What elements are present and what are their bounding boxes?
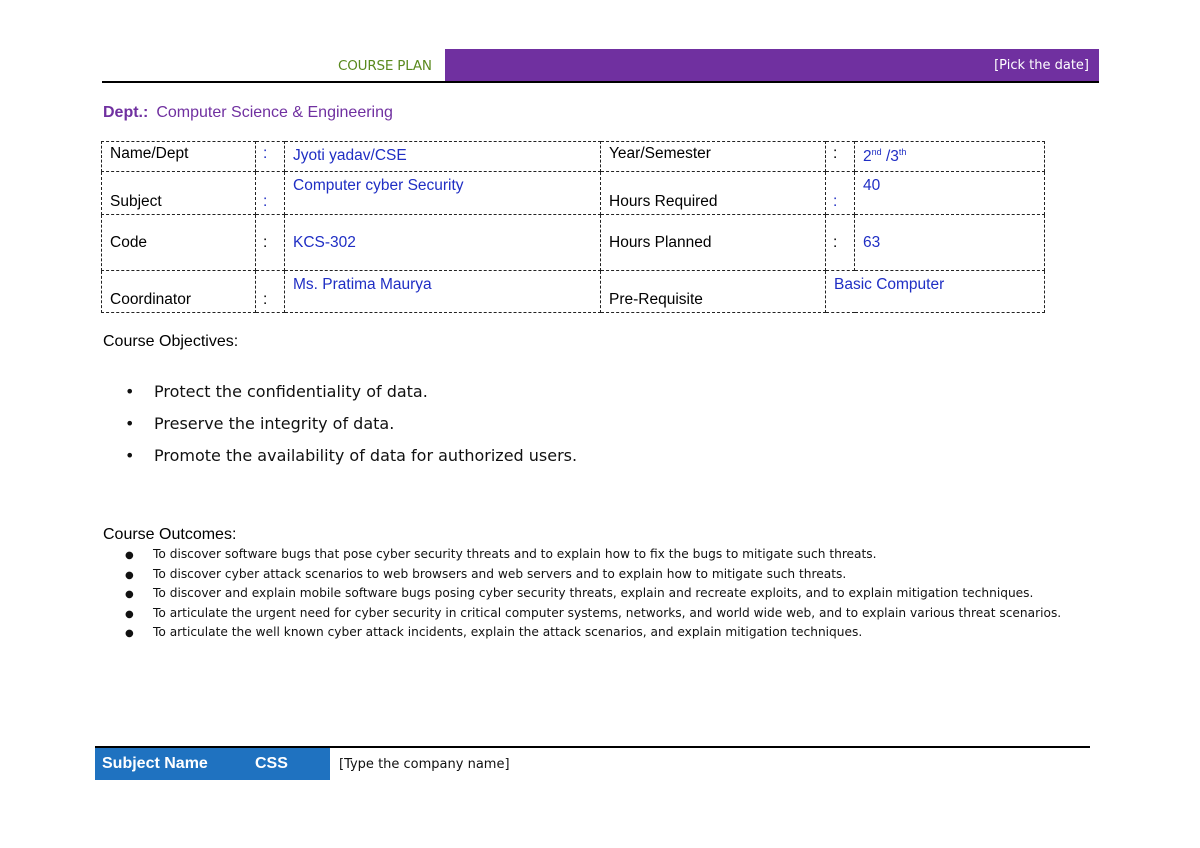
name-value: Jyoti yadav/CSE	[285, 142, 601, 172]
bullet-icon: •	[125, 414, 135, 433]
bullet-icon: ●	[125, 550, 134, 561]
code-value: KCS-302	[285, 215, 601, 271]
course-info-table	[101, 141, 1045, 313]
list-item: • Protect the confidentiality of data.	[125, 380, 577, 412]
outcomes-heading: Course Outcomes:	[103, 526, 237, 543]
document-title: COURSE PLAN	[338, 58, 432, 74]
subject-label: Subject	[102, 172, 256, 215]
dept-value: Computer Science & Engineering	[156, 104, 393, 121]
prereq-label: Pre-Requisite	[601, 271, 826, 313]
colon: :	[256, 215, 285, 271]
dept-label: Dept.:	[103, 104, 149, 121]
hours-required-label: Hours Required	[601, 172, 826, 215]
colon: :	[826, 215, 855, 271]
date-placeholder[interactable]: [Pick the date]	[994, 58, 1089, 73]
dept-line	[103, 104, 393, 122]
bullet-icon: •	[125, 382, 135, 401]
footer-subject-box	[95, 748, 330, 780]
list-item: ● To articulate the urgent need for cyber security in critical computer systems, networks, and world wide web, and to explain various threat scenarios.	[125, 604, 1061, 624]
bullet-icon: ●	[125, 628, 134, 639]
year-label: Year/Semester	[601, 142, 826, 172]
list-item: ● To discover software bugs that pose cyber security threats and to explain how to fix the bugs to mitigate such threats.	[125, 545, 1061, 565]
list-item: ● To discover and explain mobile software bugs posing cyber security threats, explain and recreate exploits, and to explain mitigation techniques.	[125, 584, 1061, 604]
coordinator-value: Ms. Pratima Maurya	[285, 271, 601, 313]
bullet-icon: ●	[125, 569, 134, 581]
colon: :	[256, 172, 285, 215]
bullet-icon: ●	[125, 608, 134, 620]
objectives-list	[125, 380, 577, 476]
list-item: ● To discover cyber attack scenarios to web browsers and web servers and to explain how to mitigate such threats.	[125, 565, 1061, 585]
hours-planned-label: Hours Planned	[601, 215, 826, 271]
hours-required-value: 40	[855, 172, 1045, 215]
header-bar	[445, 49, 1099, 81]
prereq-value: Basic Computer	[826, 271, 1045, 313]
bullet-icon: •	[125, 446, 135, 465]
company-placeholder[interactable]: [Type the company name]	[339, 757, 510, 772]
colon: :	[826, 142, 855, 172]
colon: :	[256, 271, 285, 313]
subject-name-label: Subject Name	[102, 755, 208, 772]
table-row	[102, 215, 1045, 271]
bullet-icon: ●	[125, 589, 134, 600]
colon: :	[256, 142, 285, 172]
list-item: ● To articulate the well known cyber attack incidents, explain the attack scenarios, and explain mitigation techniques.	[125, 623, 1061, 643]
name-label: Name/Dept	[102, 142, 256, 172]
table-row	[102, 142, 1045, 172]
outcomes-list	[125, 545, 1061, 643]
table-row	[102, 271, 1045, 313]
year-value: 2nd /3th	[855, 142, 1045, 172]
subject-value: Computer cyber Security	[285, 172, 601, 215]
objectives-heading: Course Objectives:	[103, 333, 239, 350]
subject-code: CSS	[255, 755, 288, 772]
table-row	[102, 172, 1045, 215]
colon: :	[826, 172, 855, 215]
code-label: Code	[102, 215, 256, 271]
hours-planned-value: 63	[855, 215, 1045, 271]
list-item: • Preserve the integrity of data.	[125, 412, 577, 444]
coordinator-label: Coordinator	[102, 271, 256, 313]
header-rule	[102, 81, 1099, 83]
list-item: • Promote the availability of data for authorized users.	[125, 444, 577, 476]
